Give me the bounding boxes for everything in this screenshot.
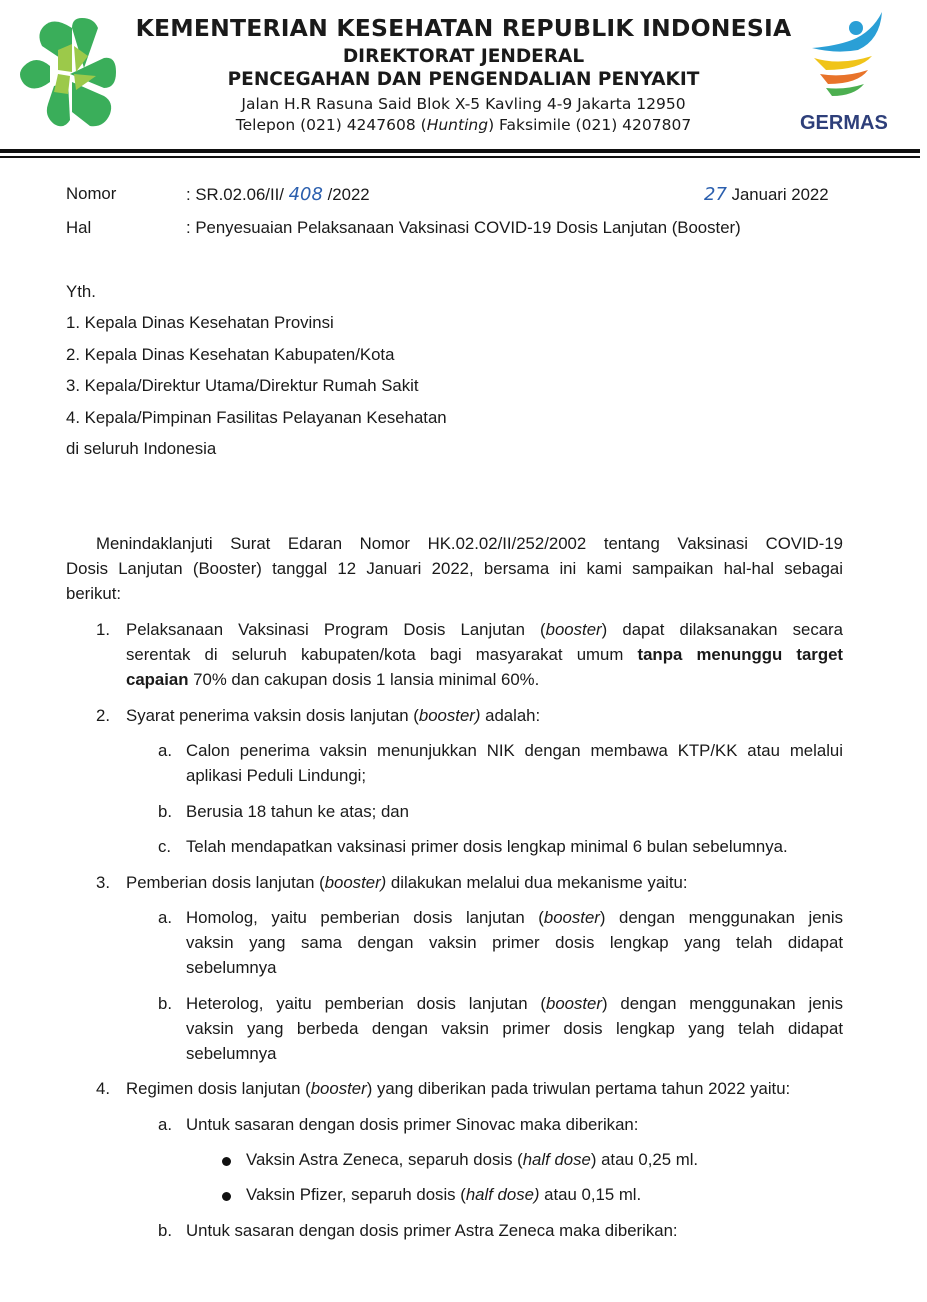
bullet-dot [222, 1192, 231, 1201]
ministry-title: KEMENTERIAN KESEHATAN REPUBLIK INDONESIA [135, 14, 792, 42]
bullet-item-astra-zeneca: Vaksin Astra Zeneca, separuh dosis (half dose) atau 0,25 ml. [246, 1150, 699, 1169]
division-title: PENCEGAHAN DAN PENGENDALIAN PENYAKIT [227, 69, 700, 90]
nomor-value: : SR.02.06/II/ 408 /2022 [186, 184, 370, 205]
point-2-text: Syarat penerima vaksin dosis lanjutan (booster) adalah: [126, 706, 541, 725]
bullet-item-pfizer: Vaksin Pfizer, separuh dosis (half dose) atau 0,15 ml. [246, 1185, 642, 1204]
point-4a-label: a. [158, 1115, 172, 1134]
header-rule-thick [0, 149, 920, 153]
bullet-dot [222, 1157, 231, 1166]
point-2a-text: Calon penerima vaksin menunjukkan NIK dengan membawa KTP/KK atau melalui aplikasi Peduli Lindungi; [186, 741, 843, 785]
point-1-text: Pelaksanaan Vaksinasi Program Dosis Lanjutan (booster) dapat dilaksanakan secara serentak di seluruh kabupaten/kota bagi masyarakat umum tanpa menunggu target capaian 70% dan cakupan dosis 1 lansia minimal 60%. [126, 620, 843, 689]
recipient-item: 2. Kepala Dinas Kesehatan Kabupaten/Kota [66, 345, 395, 364]
directorate-title: DIREKTORAT JENDERAL [342, 46, 585, 67]
point-2c-label: c. [158, 837, 172, 856]
address-line: Jalan H.R Rasuna Said Blok X-5 Kavling 4-9 Jakarta 12950 [241, 95, 686, 113]
letter-date: 27 Januari 2022 [704, 184, 829, 205]
point-4a-text: Untuk sasaran dengan dosis primer Sinovac maka diberikan: [186, 1115, 639, 1134]
recipient-item: 4. Kepala/Pimpinan Fasilitas Pelayanan Kesehatan [66, 408, 447, 427]
date-handwritten: 27 [704, 184, 727, 205]
point-4-text: Regimen dosis lanjutan (booster) yang diberikan pada triwulan pertama tahun 2022 yaitu: [126, 1079, 791, 1098]
salutation: Yth. [66, 282, 96, 301]
phone-line: Telepon (021) 4247608 (Hunting) Faksimile (021) 4207807 [235, 116, 692, 134]
point-4b-label: b. [158, 1221, 172, 1240]
germas-label: GERMAS [800, 112, 888, 134]
recipient-item: 1. Kepala Dinas Kesehatan Provinsi [66, 313, 334, 332]
point-2a-label: a. [158, 741, 172, 760]
point-3a-text: Homolog, yaitu pemberian dosis lanjutan (booster) dengan menggunakan jenis vaksin yang sama dengan vaksin primer dosis lengkap yang telah didapat sebelumnya [186, 908, 844, 977]
point-2b-label: b. [158, 802, 172, 821]
point-3b-text: Heterolog, yaitu pemberian dosis lanjutan (booster) dengan menggunakan jenis vaksin yang berbeda dengan vaksin primer dosis lengkap yang telah didapat sebelumnya [186, 994, 843, 1063]
point-3-number: 3. [96, 873, 110, 892]
hal-value: : Penyesuaian Pelaksanaan Vaksinasi COVID-19 Dosis Lanjutan (Booster) [186, 218, 741, 237]
point-1-number: 1. [96, 620, 110, 639]
point-3-text: Pemberian dosis lanjutan (booster) dilakukan melalui dua mekanisme yaitu: [126, 873, 688, 892]
nomor-label: Nomor [66, 184, 117, 203]
recipient-item: 3. Kepala/Direktur Utama/Direktur Rumah Sakit [66, 376, 419, 395]
point-2-number: 2. [96, 706, 110, 725]
point-3a-label: a. [158, 908, 172, 927]
hal-label: Hal [66, 218, 92, 237]
point-2b-text: Berusia 18 tahun ke atas; dan [186, 802, 409, 821]
germas-logo [806, 10, 896, 110]
point-2c-text: Telah mendapatkan vaksinasi primer dosis lengkap minimal 6 bulan sebelumnya. [186, 837, 788, 856]
nomor-handwritten: 408 [288, 184, 323, 205]
point-4-number: 4. [96, 1079, 110, 1098]
intro-paragraph: Menindaklanjuti Surat Edaran Nomor HK.02.02/II/252/2002 tentang Vaksinasi COVID-19 Dosis Lanjutan (Booster) tanggal 12 Januari 2022, bersama ini kami sampaikan hal-hal sebagai berikut: [66, 534, 843, 603]
point-4b-text: Untuk sasaran dengan dosis primer Astra Zeneca maka diberikan: [186, 1221, 678, 1240]
recipient-location: di seluruh Indonesia [66, 439, 217, 458]
header-rule-thin [0, 156, 920, 158]
point-3b-label: b. [158, 994, 172, 1013]
